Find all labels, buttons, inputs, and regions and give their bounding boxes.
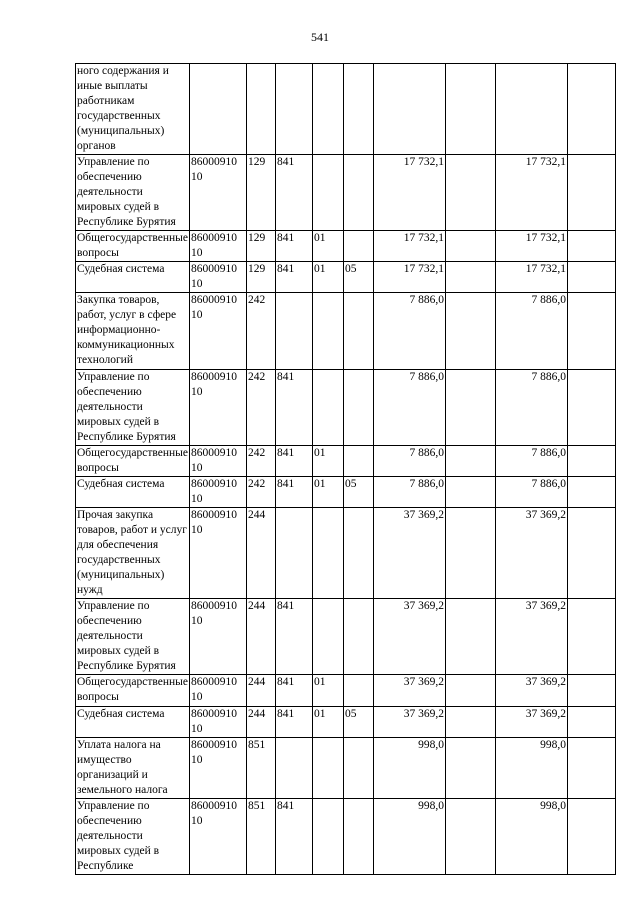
- target-article-cell: 86000910 10: [190, 675, 247, 707]
- subsection-cell: [344, 738, 374, 799]
- amount-cell: 17 732,1: [374, 231, 446, 262]
- grbs-code-cell: 841: [276, 370, 313, 446]
- grbs-code-cell: 841: [276, 599, 313, 675]
- grbs-code-cell: 841: [276, 707, 313, 738]
- target-article-cell: 86000910 10: [190, 508, 247, 599]
- table-row: [76, 231, 616, 262]
- amount-cell-2: 17 732,1: [496, 231, 568, 262]
- grbs-code-cell: 841: [276, 262, 313, 293]
- empty-cell: [446, 370, 496, 446]
- empty-cell-2: [568, 599, 616, 675]
- empty-cell-2: [568, 370, 616, 446]
- expense-type-cell: 242: [247, 446, 276, 477]
- grbs-code-cell: [276, 738, 313, 799]
- empty-cell-2: [568, 707, 616, 738]
- section-cell: [313, 370, 344, 446]
- row-name-cell: Судебная система: [76, 477, 190, 508]
- amount-cell-2: 7 886,0: [496, 477, 568, 508]
- target-article-cell: 86000910 10: [190, 293, 247, 370]
- row-name-cell: Управление по обеспечению деятельности мировых судей в Республике Бурятия: [76, 599, 190, 675]
- row-name-cell: Управление по обеспечению деятельности мировых судей в Республике: [76, 799, 190, 875]
- empty-cell: [446, 599, 496, 675]
- section-cell: [313, 155, 344, 231]
- expense-type-cell: 242: [247, 477, 276, 508]
- empty-cell: [446, 293, 496, 370]
- table-row: [76, 370, 616, 446]
- section-cell: 01: [313, 477, 344, 508]
- target-article-cell: [190, 64, 247, 155]
- empty-cell: [446, 231, 496, 262]
- empty-cell-2: [568, 231, 616, 262]
- grbs-code-cell: 841: [276, 231, 313, 262]
- expense-type-cell: 129: [247, 155, 276, 231]
- page-number: 541: [311, 30, 329, 44]
- section-cell: [313, 738, 344, 799]
- table-row: [76, 293, 616, 370]
- amount-cell: 37 369,2: [374, 675, 446, 707]
- grbs-code-cell: 841: [276, 155, 313, 231]
- row-name-cell: Закупка товаров, работ, услуг в сфере информационно-коммуникационных технологий: [76, 293, 190, 370]
- amount-cell-2: 17 732,1: [496, 262, 568, 293]
- section-cell: [313, 64, 344, 155]
- amount-cell-2: 37 369,2: [496, 599, 568, 675]
- section-cell: [313, 799, 344, 875]
- empty-cell-2: [568, 738, 616, 799]
- table-row: [76, 599, 616, 675]
- subsection-cell: [344, 508, 374, 599]
- section-cell: [313, 599, 344, 675]
- grbs-code-cell: [276, 64, 313, 155]
- amount-cell: 7 886,0: [374, 293, 446, 370]
- grbs-code-cell: [276, 293, 313, 370]
- grbs-code-cell: [276, 508, 313, 599]
- table-row: [76, 262, 616, 293]
- table-row: [76, 155, 616, 231]
- row-name-cell: Уплата налога на имущество организаций и земельного налога: [76, 738, 190, 799]
- empty-cell: [446, 508, 496, 599]
- section-cell: 01: [313, 446, 344, 477]
- row-name-cell: Управление по обеспечению деятельности мировых судей в Республике Бурятия: [76, 155, 190, 231]
- table-row: [76, 477, 616, 508]
- empty-cell: [446, 707, 496, 738]
- expense-type-cell: 129: [247, 231, 276, 262]
- amount-cell-2: 7 886,0: [496, 293, 568, 370]
- empty-cell-2: [568, 446, 616, 477]
- table-row: [76, 446, 616, 477]
- table-row: [76, 675, 616, 707]
- amount-cell: 37 369,2: [374, 508, 446, 599]
- empty-cell: [446, 262, 496, 293]
- target-article-cell: 86000910 10: [190, 799, 247, 875]
- empty-cell: [446, 675, 496, 707]
- subsection-cell: 05: [344, 477, 374, 508]
- expense-type-cell: 242: [247, 370, 276, 446]
- subsection-cell: [344, 799, 374, 875]
- expense-type-cell: 244: [247, 707, 276, 738]
- amount-cell-2: 37 369,2: [496, 707, 568, 738]
- empty-cell-2: [568, 675, 616, 707]
- budget-table: [75, 63, 616, 875]
- amount-cell: 998,0: [374, 738, 446, 799]
- row-name-cell: Судебная система: [76, 262, 190, 293]
- budget-table-body: [76, 64, 616, 875]
- subsection-cell: [344, 231, 374, 262]
- amount-cell-2: [496, 64, 568, 155]
- empty-cell-2: [568, 477, 616, 508]
- subsection-cell: [344, 64, 374, 155]
- target-article-cell: 86000910 10: [190, 155, 247, 231]
- table-row: [76, 799, 616, 875]
- amount-cell: 7 886,0: [374, 370, 446, 446]
- target-article-cell: 86000910 10: [190, 231, 247, 262]
- subsection-cell: 05: [344, 262, 374, 293]
- amount-cell: 17 732,1: [374, 262, 446, 293]
- subsection-cell: 05: [344, 707, 374, 738]
- table-row: [76, 707, 616, 738]
- section-cell: 01: [313, 262, 344, 293]
- empty-cell: [446, 477, 496, 508]
- grbs-code-cell: 841: [276, 446, 313, 477]
- expense-type-cell: 242: [247, 293, 276, 370]
- target-article-cell: 86000910 10: [190, 599, 247, 675]
- table-row: [76, 64, 616, 155]
- subsection-cell: [344, 675, 374, 707]
- section-cell: 01: [313, 231, 344, 262]
- grbs-code-cell: 841: [276, 799, 313, 875]
- target-article-cell: 86000910 10: [190, 262, 247, 293]
- row-name-cell: Прочая закупка товаров, работ и услуг для обеспечения государственных (муниципальных) нужд: [76, 508, 190, 599]
- section-cell: 01: [313, 707, 344, 738]
- target-article-cell: 86000910 10: [190, 477, 247, 508]
- empty-cell-2: [568, 155, 616, 231]
- expense-type-cell: 851: [247, 799, 276, 875]
- amount-cell-2: 17 732,1: [496, 155, 568, 231]
- empty-cell-2: [568, 293, 616, 370]
- subsection-cell: [344, 599, 374, 675]
- empty-cell: [446, 738, 496, 799]
- empty-cell-2: [568, 799, 616, 875]
- expense-type-cell: [247, 64, 276, 155]
- target-article-cell: 86000910 10: [190, 707, 247, 738]
- expense-type-cell: 244: [247, 599, 276, 675]
- grbs-code-cell: 841: [276, 477, 313, 508]
- amount-cell-2: 998,0: [496, 738, 568, 799]
- amount-cell: 7 886,0: [374, 477, 446, 508]
- row-name-cell: ного содержания и иные выплаты работникам государственных (муниципальных) органов: [76, 64, 190, 155]
- empty-cell: [446, 446, 496, 477]
- row-name-cell: Общегосударственные вопросы: [76, 675, 190, 707]
- target-article-cell: 86000910 10: [190, 370, 247, 446]
- amount-cell-2: 7 886,0: [496, 446, 568, 477]
- section-cell: 01: [313, 675, 344, 707]
- subsection-cell: [344, 155, 374, 231]
- row-name-cell: Общегосударственные вопросы: [76, 231, 190, 262]
- empty-cell: [446, 64, 496, 155]
- expense-type-cell: 129: [247, 262, 276, 293]
- empty-cell: [446, 799, 496, 875]
- table-row: [76, 738, 616, 799]
- amount-cell-2: 37 369,2: [496, 508, 568, 599]
- amount-cell-2: 37 369,2: [496, 675, 568, 707]
- empty-cell-2: [568, 262, 616, 293]
- amount-cell: 998,0: [374, 799, 446, 875]
- section-cell: [313, 508, 344, 599]
- empty-cell-2: [568, 64, 616, 155]
- subsection-cell: [344, 370, 374, 446]
- amount-cell-2: 7 886,0: [496, 370, 568, 446]
- row-name-cell: Судебная система: [76, 707, 190, 738]
- target-article-cell: 86000910 10: [190, 446, 247, 477]
- empty-cell: [446, 155, 496, 231]
- amount-cell: 37 369,2: [374, 599, 446, 675]
- section-cell: [313, 293, 344, 370]
- amount-cell: [374, 64, 446, 155]
- amount-cell-2: 998,0: [496, 799, 568, 875]
- empty-cell-2: [568, 508, 616, 599]
- table-row: [76, 508, 616, 599]
- amount-cell: 37 369,2: [374, 707, 446, 738]
- subsection-cell: [344, 446, 374, 477]
- expense-type-cell: 851: [247, 738, 276, 799]
- subsection-cell: [344, 293, 374, 370]
- expense-type-cell: 244: [247, 508, 276, 599]
- amount-cell: 17 732,1: [374, 155, 446, 231]
- grbs-code-cell: 841: [276, 675, 313, 707]
- amount-cell: 7 886,0: [374, 446, 446, 477]
- target-article-cell: 86000910 10: [190, 738, 247, 799]
- row-name-cell: Управление по обеспечению деятельности мировых судей в Республике Бурятия: [76, 370, 190, 446]
- expense-type-cell: 244: [247, 675, 276, 707]
- row-name-cell: Общегосударственные вопросы: [76, 446, 190, 477]
